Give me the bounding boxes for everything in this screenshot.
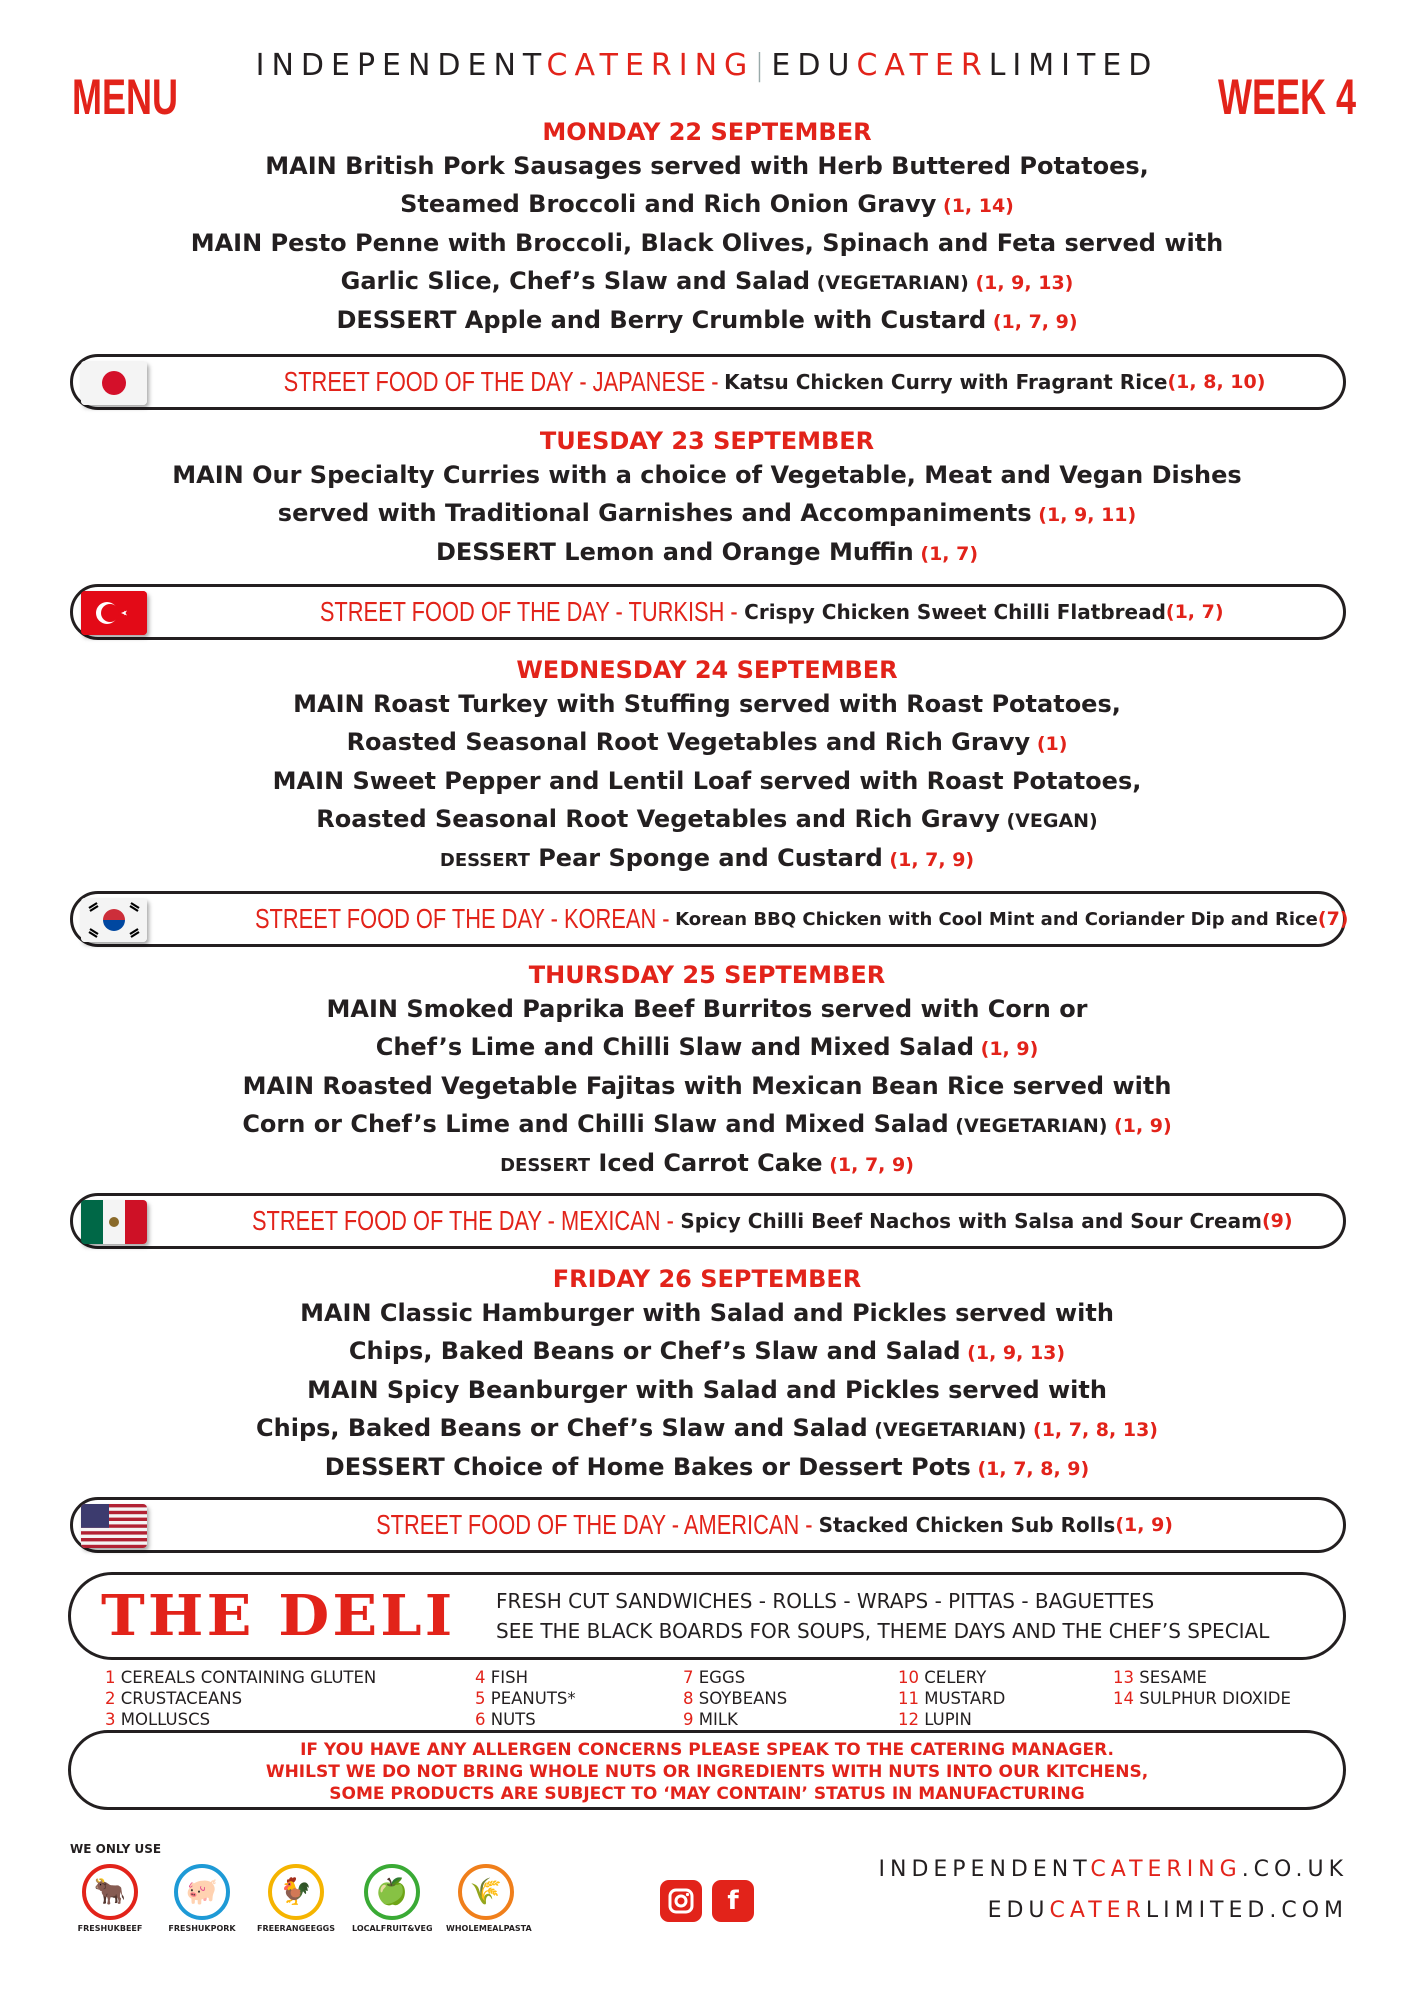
street-food-dish: Spicy Chilli Beef Nachos with Salsa and Sour Cream xyxy=(680,1209,1262,1233)
menu-line xyxy=(0,148,1414,186)
menu-line-text: MAIN Our Specialty Curries with a choice of Vegetable, Meat and Vegan Dishes xyxy=(172,461,1242,489)
allergen-codes: (9) xyxy=(1261,1210,1293,1232)
allergen-item: 1 CEREALS CONTAINING GLUTEN xyxy=(105,1668,377,1687)
menu-line xyxy=(0,495,1414,535)
menu-line xyxy=(0,263,1414,303)
local-fruit-veg-badge xyxy=(352,1864,432,1933)
we-only-use-label: WE ONLY USE xyxy=(70,1842,162,1856)
mexico-flag-icon xyxy=(81,1200,147,1244)
warning-line: IF YOU HAVE ANY ALLERGEN CONCERNS PLEASE SPEAK TO THE CATERING MANAGER. xyxy=(300,1740,1114,1760)
dessert-label: DESSERT xyxy=(439,850,530,871)
deli-title: THE DELI xyxy=(101,1583,456,1649)
free-range-eggs-badge xyxy=(256,1864,336,1933)
allergen-item: 5 PEANUTS* xyxy=(475,1689,576,1708)
allergen-item: 10 CELERY xyxy=(898,1668,987,1687)
menu-line-text: Garlic Slice, Chef’s Slaw and Salad xyxy=(340,266,811,295)
badge-label: FREERANGEEGGS xyxy=(257,1924,335,1933)
menu-line-text: MAIN Classic Hamburger with Salad and Pickles served with xyxy=(300,1299,1114,1327)
menu-line-text: Chef’s Lime and Chilli Slaw and Mixed Salad xyxy=(375,1032,975,1061)
menu-line-text: served with Traditional Garnishes and Accompaniments xyxy=(277,498,1032,527)
brand-limited: LIMITED xyxy=(988,48,1159,83)
allergen-column xyxy=(1113,1667,1291,1709)
allergen-codes: (1) xyxy=(1030,732,1068,755)
menu-line-text: Corn or Chef’s Lime and Chilli Slaw and Mixed Salad xyxy=(242,1109,949,1138)
street-food-text xyxy=(153,1196,1333,1246)
street-food-label: STREET FOOD OF THE DAY - JAPANESE - xyxy=(283,366,719,397)
menu-line xyxy=(0,1106,1414,1146)
site-part: INDEPENDENT xyxy=(878,1857,1091,1882)
menu-line xyxy=(0,457,1414,495)
menu-line-text: Roasted Seasonal Root Vegetables and Rich Gravy xyxy=(316,804,1000,833)
menu-line xyxy=(0,186,1414,226)
allergen-codes: (1, 8, 10) xyxy=(1167,371,1266,393)
menu-line xyxy=(0,1449,1414,1489)
brand-edu: EDU xyxy=(771,48,857,83)
badge-label: FRESHUKPORK xyxy=(168,1924,236,1933)
menu-line-text: Pear Sponge and Custard xyxy=(529,844,883,872)
menu-line xyxy=(0,534,1414,574)
allergen-item: 12 LUPIN xyxy=(898,1710,972,1729)
day-heading: THURSDAY 25 SEPTEMBER xyxy=(528,961,886,989)
menu-line xyxy=(0,686,1414,724)
usa-flag-icon xyxy=(81,1504,147,1548)
website-educater[interactable] xyxy=(700,1898,1348,1923)
menu-line-text: Iced Carrot Cake xyxy=(590,1149,823,1177)
street-food-text xyxy=(153,894,1349,944)
menu-line xyxy=(0,840,1414,880)
menu-line-text: MAIN Sweet Pepper and Lentil Loaf served with Roast Potatoes, xyxy=(272,767,1142,795)
allergen-item: 9 MILK xyxy=(683,1710,738,1729)
menu-line-text: DESSERT Lemon and Orange Muffin xyxy=(435,538,914,566)
warning-line: WHILST WE DO NOT BRING WHOLE NUTS OR INGREDIENTS WITH NUTS INTO OUR KITCHENS, xyxy=(265,1762,1149,1782)
street-food-label: STREET FOOD OF THE DAY - MEXICAN - xyxy=(252,1205,675,1236)
deli-banner xyxy=(68,1572,1346,1660)
allergen-codes: (1, 7, 8, 9) xyxy=(970,1458,1090,1480)
day-monday xyxy=(0,116,1414,342)
menu-line-text: MAIN Smoked Paprika Beef Burritos served with Corn or xyxy=(326,995,1088,1023)
allergen-codes: (1, 7, 8, 13) xyxy=(1026,1418,1158,1441)
street-food-label: STREET FOOD OF THE DAY - TURKISH - xyxy=(320,596,739,627)
street-food-dish: Crispy Chicken Sweet Chilli Flatbread xyxy=(744,600,1166,624)
allergen-warning xyxy=(68,1730,1346,1810)
allergen-column xyxy=(475,1667,576,1730)
pig-icon: 🐖 xyxy=(174,1864,230,1920)
allergen-item: 8 SOYBEANS xyxy=(683,1689,788,1708)
site-part: .CO.UK xyxy=(1241,1857,1348,1882)
menu-line-text: MAIN Spicy Beanburger with Salad and Pickles served with xyxy=(307,1376,1107,1404)
menu-line xyxy=(0,1068,1414,1106)
allergen-codes: (1, 9) xyxy=(1115,1514,1173,1536)
wheat-icon: 🌾 xyxy=(458,1864,514,1920)
diet-tag: (VEGETARIAN) xyxy=(948,1114,1108,1137)
allergen-item: 3 MOLLUSCS xyxy=(105,1710,211,1729)
allergen-codes: (1, 14) xyxy=(936,194,1014,217)
wholemeal-pasta-badge xyxy=(446,1864,532,1933)
menu-line-text: MAIN Roasted Vegetable Fajitas with Mexican Bean Rice served with xyxy=(242,1072,1172,1100)
allergen-codes: (1, 9) xyxy=(1107,1114,1172,1137)
street-food-text xyxy=(153,587,1333,637)
brand-catering: CATERING xyxy=(546,48,755,83)
allergen-codes: (1, 9, 13) xyxy=(960,1341,1066,1364)
street-food-dish: Katsu Chicken Curry with Fragrant Rice xyxy=(724,370,1168,394)
allergen-codes: (1, 9) xyxy=(974,1037,1039,1060)
menu-line-text: Roasted Seasonal Root Vegetables and Rich Gravy xyxy=(346,727,1031,756)
allergen-codes: (1, 9, 13) xyxy=(968,271,1074,294)
allergen-item: 13 SESAME xyxy=(1113,1668,1207,1687)
street-food-dish: Korean BBQ Chicken with Cool Mint and Coriander Dip and Rice xyxy=(675,908,1318,930)
day-tuesday xyxy=(0,425,1414,574)
menu-line-text: Chips, Baked Beans or Chef’s Slaw and Salad xyxy=(348,1336,961,1365)
apple-icon: 🍏 xyxy=(364,1864,420,1920)
menu-line xyxy=(0,763,1414,801)
street-food-banner-korean xyxy=(70,891,1349,947)
japan-flag-icon xyxy=(81,361,147,405)
day-wednesday xyxy=(0,654,1414,880)
menu-line xyxy=(0,991,1414,1029)
menu-line-text: MAIN Roast Turkey with Stuffing served with Roast Potatoes, xyxy=(293,690,1121,718)
menu-line-text: Chips, Baked Beans or Chef’s Slaw and Salad xyxy=(256,1413,868,1442)
menu-line-text: DESSERT Apple and Berry Crumble with Custard xyxy=(336,306,987,334)
allergen-item: 7 EGGS xyxy=(683,1668,746,1687)
street-food-banner-mexican xyxy=(70,1193,1346,1249)
website-independent-catering[interactable] xyxy=(700,1857,1348,1882)
deli-line: SEE THE BLACK BOARDS FOR SOUPS, THEME DAYS AND THE CHEF’S SPECIAL xyxy=(496,1619,1270,1643)
site-part: EDU xyxy=(987,1898,1050,1923)
site-part: LIMITED.COM xyxy=(1145,1898,1348,1923)
instagram-icon[interactable] xyxy=(660,1880,702,1922)
chicken-icon: 🐓 xyxy=(268,1864,324,1920)
street-food-text xyxy=(153,357,1333,407)
diet-tag: (VEGETARIAN) xyxy=(810,271,969,294)
badge-label: LOCALFRUIT&VEG xyxy=(352,1924,433,1933)
facebook-icon[interactable]: f xyxy=(712,1880,754,1922)
menu-line xyxy=(0,801,1414,841)
brand-independent: INDEPENDENT xyxy=(255,48,547,83)
site-part: CATER xyxy=(1049,1898,1146,1923)
fresh-uk-pork-badge xyxy=(162,1864,242,1933)
menu-line xyxy=(0,1410,1414,1450)
badge-label: WHOLEMEALPASTA xyxy=(446,1924,532,1933)
street-food-label: STREET FOOD OF THE DAY - AMERICAN - xyxy=(376,1509,813,1540)
allergen-item: 14 SULPHUR DIOXIDE xyxy=(1113,1689,1291,1708)
badge-label: FRESHUKBEEF xyxy=(77,1924,143,1933)
allergen-codes: (1, 7, 9) xyxy=(822,1154,914,1176)
menu-line xyxy=(0,1333,1414,1373)
allergen-codes: (1, 9, 11) xyxy=(1031,503,1137,526)
menu-line xyxy=(0,724,1414,764)
menu-line xyxy=(0,1145,1414,1185)
fresh-uk-beef-badge xyxy=(70,1864,150,1933)
diet-tag: (VEGETARIAN) xyxy=(867,1418,1027,1441)
allergen-codes: (1, 7) xyxy=(913,543,979,565)
day-thursday xyxy=(0,959,1414,1185)
allergen-item: 11 MUSTARD xyxy=(898,1689,1006,1708)
menu-line xyxy=(0,1029,1414,1069)
cow-icon: 🐂 xyxy=(82,1864,138,1920)
brand-cater: CATER xyxy=(856,48,989,83)
street-food-banner-turkish xyxy=(70,584,1346,640)
week-title: WEEK 4 xyxy=(1218,69,1357,125)
allergen-codes: (1, 7, 9) xyxy=(882,849,975,871)
street-food-text xyxy=(153,1500,1333,1550)
allergen-codes: (1, 7) xyxy=(1165,601,1224,623)
menu-line xyxy=(0,225,1414,263)
day-friday xyxy=(0,1263,1414,1489)
warning-line: SOME PRODUCTS ARE SUBJECT TO ‘MAY CONTAIN’ STATUS IN MANUFACTURING xyxy=(329,1784,1085,1804)
brand-divider: | xyxy=(754,48,772,83)
south-korea-flag-icon xyxy=(81,898,147,942)
allergen-codes: (1, 7, 9) xyxy=(986,311,1078,333)
allergen-column xyxy=(683,1667,787,1730)
menu-line-text: MAIN Pesto Penne with Broccoli, Black Olives, Spinach and Feta served with xyxy=(190,229,1224,257)
allergen-column xyxy=(898,1667,1005,1730)
street-food-banner-american xyxy=(70,1497,1346,1553)
menu-line xyxy=(0,302,1414,342)
day-heading: FRIDAY 26 SEPTEMBER xyxy=(552,1265,862,1293)
deli-line: FRESH CUT SANDWICHES - ROLLS - WRAPS - PITTAS - BAGUETTES xyxy=(496,1589,1155,1613)
allergen-item: 4 FISH xyxy=(475,1668,528,1687)
day-heading: TUESDAY 23 SEPTEMBER xyxy=(539,427,875,455)
allergen-item: 6 NUTS xyxy=(475,1710,536,1729)
menu-line xyxy=(0,1295,1414,1333)
allergen-codes: (7) xyxy=(1317,908,1349,930)
menu-line xyxy=(0,1372,1414,1410)
turkey-flag-icon xyxy=(81,591,147,635)
dessert-label: DESSERT xyxy=(500,1155,591,1176)
street-food-label: STREET FOOD OF THE DAY - KOREAN - xyxy=(254,903,670,934)
menu-line-text: DESSERT Choice of Home Bakes or Dessert Pots xyxy=(324,1453,971,1481)
menu-line-text: Steamed Broccoli and Rich Onion Gravy xyxy=(400,189,937,218)
allergen-column xyxy=(105,1667,376,1730)
diet-tag: (VEGAN) xyxy=(999,809,1098,832)
menu-title: MENU xyxy=(72,69,178,125)
day-heading: MONDAY 22 SEPTEMBER xyxy=(542,118,872,146)
menu-line-text: MAIN British Pork Sausages served with Herb Buttered Potatoes, xyxy=(265,152,1149,180)
day-heading: WEDNESDAY 24 SEPTEMBER xyxy=(516,656,898,684)
brand-header xyxy=(0,48,1414,83)
allergen-item: 2 CRUSTACEANS xyxy=(105,1689,243,1708)
street-food-dish: Stacked Chicken Sub Rolls xyxy=(818,1513,1116,1537)
street-food-banner-japanese xyxy=(70,354,1346,410)
site-part: CATERING xyxy=(1090,1857,1242,1882)
